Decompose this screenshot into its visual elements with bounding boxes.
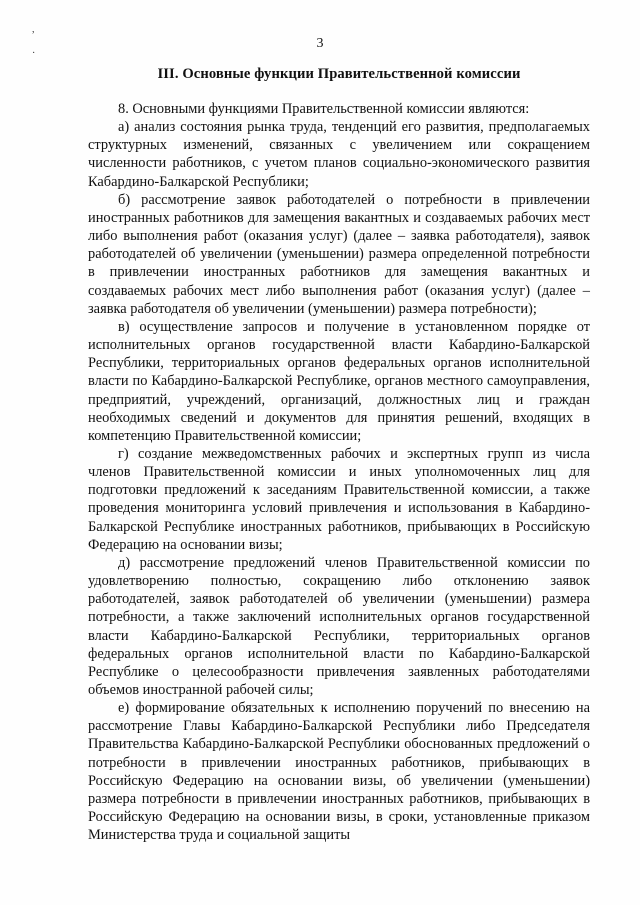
document-body	[88, 100, 590, 844]
section-title: III. Основные функции Правительственной комиссии	[157, 66, 521, 82]
scan-mark: ·	[32, 48, 36, 59]
paragraph-item-d: д) рассмотрение предложений членов Правительственной комиссии по удовлетворению полностью, сокращению либо отклонению заявок работодателей, заявок работодателей об увеличении (уменьшении) размера потребности, а также заключений исполнительных органов государственной власти Кабардино-Балкарской Республики, территориальных органов федеральных органов исполнительной власти по Кабардино-Балкарской Республике о целесообразности привлечения заявленных работодателями объемов иностранной рабочей силы;	[88, 554, 590, 698]
paragraph-item-v: в) осуществление запросов и получение в установленном порядке от исполнительных органов государственной власти Кабардино-Балкарской Республики, территориальных органов федеральных органов исполнительной власти по Кабардино-Балкарской Республике, органов местного самоуправления, предприятий, учреждений, организаций, должностных лиц и граждан необходимых сведений и документов для принятия решений, входящих в компетенцию Правительственной комиссии;	[88, 318, 590, 444]
paragraph-item-b: б) рассмотрение заявок работодателей о потребности в привлечении иностранных работников для замещения вакантных и создаваемых рабочих мест либо выполнения работ (оказания услуг) (далее – заявка работодателя), заявок работодателей об увеличении (уменьшении) размера определенной потребности в привлечении иностранных работников для замещения вакантных и создаваемых рабочих мест либо выполнения работ (оказания услуг) (далее – заявка работодателя об увеличении (уменьшении) размера потребности);	[88, 191, 590, 317]
paragraph-item-e: е) формирование обязательных к исполнению поручений по внесению на рассмотрение Главы Кабардино-Балкарской Республики либо Председателя Правительства Кабардино-Балкарской Республики обоснованных предложений о потребности в привлечении иностранных работников, прибывающих в Российскую Федерацию на основании визы, об увеличении (уменьшении) размера потребности в привлечении иностранных работников, прибывающих в Российскую Федерацию на основании визы, в сроки, установленные приказом Министерства труда и социальной защиты	[88, 700, 590, 844]
paragraph-8-intro: 8. Основными функциями Правительственной комиссии являются:	[118, 101, 530, 117]
paragraph-item-a: а) анализ состояния рынка труда, тенденций его развития, предполагаемых структурных изменений, связанных с увеличением или сокращением численности работников, с учетом планов социально-экономического развития Кабардино-Балкарской Республики;	[88, 119, 590, 190]
scan-mark: ,	[32, 24, 35, 35]
paragraph-item-g: г) создание межведомственных рабочих и экспертных групп из числа членов Правительственной комиссии и иных уполномоченных лиц для подготовки предложений к заседаниям Правительственной комиссии, а также проведения мониторинга условий привлечения и использования в Кабардино-Балкарской Республике иностранных работников, прибывающих в Российскую Федерацию на основании визы;	[88, 445, 590, 553]
page-number: 3	[316, 36, 324, 51]
